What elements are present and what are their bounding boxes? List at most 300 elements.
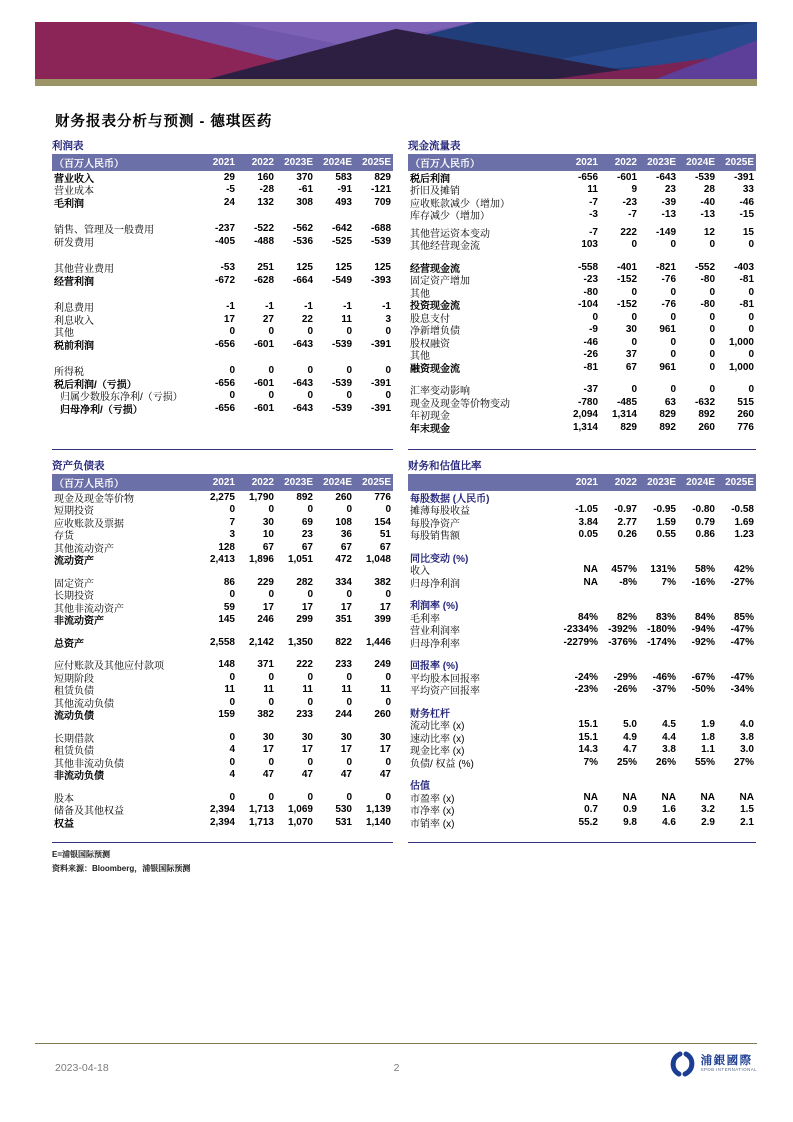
- row-label: 收入: [410, 566, 430, 578]
- cell-value: -67%: [691, 671, 715, 683]
- row-label: 投资现金流: [410, 301, 460, 313]
- cell-value: 30: [625, 324, 637, 336]
- cell-value: -525: [331, 235, 352, 247]
- cell-value: 0: [307, 326, 313, 338]
- cell-value: NA: [661, 791, 676, 803]
- row-label: 其他营业费用: [54, 264, 114, 276]
- row-label: 非流动资产: [54, 616, 104, 628]
- cell-value: 0: [346, 589, 352, 601]
- cell-value: 0.26: [617, 529, 637, 541]
- row-label: 其他经营现金流: [410, 241, 480, 253]
- cell-value: 0: [670, 286, 676, 298]
- cell-value: 4.7: [623, 744, 637, 756]
- cell-value: -23: [583, 274, 598, 286]
- cell-value: 4.5: [662, 719, 676, 731]
- cell-value: 0: [748, 239, 754, 251]
- cell-value: 83%: [655, 611, 676, 623]
- cell-value: 103: [581, 239, 598, 251]
- cell-value: -26: [583, 349, 598, 361]
- cell-value: -149: [655, 226, 676, 238]
- cell-value: 0: [709, 239, 715, 251]
- row-label: 税前利润: [54, 340, 94, 352]
- row-label: 负债/ 权益 (%): [410, 758, 474, 770]
- cell-value: -656: [214, 338, 235, 350]
- cell-value: 2,142: [248, 636, 274, 648]
- cell-value: -2334%: [563, 624, 598, 636]
- row-label: 毛利润: [54, 198, 84, 210]
- row-label: 长期投资: [54, 591, 94, 603]
- row-label: 其他流动资产: [54, 543, 114, 555]
- table-body: [408, 474, 756, 829]
- cell-value: -1: [343, 301, 352, 313]
- cell-value: 7%: [583, 756, 598, 768]
- cell-value: -7: [628, 209, 637, 221]
- cell-value: 2,394: [209, 804, 235, 816]
- cell-value: -552: [694, 261, 715, 273]
- cell-value: -539: [331, 377, 352, 389]
- cell-value: 0: [307, 756, 313, 768]
- cell-value: 0: [670, 239, 676, 251]
- table-row: [408, 421, 756, 434]
- cell-value: 148: [218, 659, 235, 671]
- cell-value: -28: [259, 184, 274, 196]
- cell-value: 11: [224, 684, 235, 696]
- cell-value: -401: [616, 261, 637, 273]
- row-label: 营业收入: [54, 173, 94, 185]
- cell-value: 86: [223, 576, 235, 588]
- cell-value: -47%: [730, 671, 754, 683]
- cell-value: 0: [268, 696, 274, 708]
- cell-value: -643: [655, 171, 676, 183]
- table-row: [52, 614, 393, 627]
- cell-value: 0.86: [695, 529, 715, 541]
- cell-value: 246: [257, 614, 274, 626]
- row-label: 财务杠杆: [410, 708, 450, 720]
- cell-value: -643: [292, 402, 313, 414]
- row-label: 年初现金: [410, 411, 450, 423]
- cell-value: 1,314: [611, 409, 637, 421]
- cell-value: -46: [583, 336, 598, 348]
- table-bottom-rule: [408, 449, 756, 450]
- cell-value: 0: [748, 349, 754, 361]
- cell-value: 472: [335, 554, 352, 566]
- cell-value: 1,713: [248, 804, 274, 816]
- row-label: 非流动负债: [54, 771, 104, 783]
- row-label: 现金及现金等价物变动: [410, 398, 510, 410]
- cell-value: 69: [301, 516, 313, 528]
- row-label: 毛利率: [410, 613, 440, 625]
- cell-value: 55.2: [578, 816, 598, 828]
- spdb-logo-cn: 浦銀國際: [700, 1055, 753, 1068]
- cell-value: -0.58: [731, 504, 754, 516]
- cell-value: -392%: [608, 624, 637, 636]
- cell-value: 0: [268, 791, 274, 803]
- cell-value: 67: [340, 541, 352, 553]
- row-label: 营业成本: [54, 186, 94, 198]
- cell-value: 0: [631, 239, 637, 251]
- table-row: [52, 235, 393, 248]
- cell-value: 0: [709, 286, 715, 298]
- cell-value: 1,139: [365, 804, 391, 816]
- cell-value: 17: [301, 744, 313, 756]
- cell-value: 17: [262, 601, 274, 613]
- cell-value: 15: [742, 226, 754, 238]
- cell-value: 0: [670, 349, 676, 361]
- cell-value: 530: [335, 804, 352, 816]
- column-header: 2023E: [284, 477, 313, 488]
- cell-value: 1,051: [287, 554, 313, 566]
- cell-value: 334: [335, 576, 352, 588]
- cell-value: -643: [292, 338, 313, 350]
- cell-value: 58%: [694, 564, 715, 576]
- table-row: [408, 684, 756, 697]
- cell-value: -29%: [613, 671, 637, 683]
- cell-value: 17: [379, 601, 391, 613]
- cell-value: 84%: [577, 611, 598, 623]
- cell-value: 42%: [733, 564, 754, 576]
- cell-value: -8%: [619, 576, 637, 588]
- cell-value: 1.6: [662, 804, 676, 816]
- cell-value: -539: [331, 402, 352, 414]
- row-label: 归母净利/（亏损）: [60, 404, 143, 416]
- cell-value: 0: [229, 365, 235, 377]
- cell-value: -488: [253, 235, 274, 247]
- table-title: 现金流量表: [408, 140, 461, 152]
- cell-value: 27: [262, 313, 274, 325]
- table-row: [52, 816, 393, 829]
- footer-rule: [35, 1043, 757, 1044]
- row-label: 速动比率 (x): [410, 733, 465, 745]
- cell-value: NA: [622, 791, 637, 803]
- cell-value: 0: [229, 390, 235, 402]
- cell-value: 14.3: [578, 744, 598, 756]
- cell-value: 382: [374, 576, 391, 588]
- cell-value: -2279%: [563, 636, 598, 648]
- cell-value: 85%: [733, 611, 754, 623]
- cell-value: 351: [335, 614, 352, 626]
- cell-value: 1.1: [701, 744, 715, 756]
- cell-value: -104: [577, 299, 598, 311]
- row-label: 每股净资产: [410, 518, 460, 530]
- cell-value: 229: [257, 576, 274, 588]
- cell-value: 0: [268, 504, 274, 516]
- income-statement-table: [52, 140, 393, 450]
- cell-value: -46%: [652, 671, 676, 683]
- cell-value: 251: [257, 262, 274, 274]
- cell-value: 1.23: [734, 529, 754, 541]
- cell-value: 515: [737, 396, 754, 408]
- cell-value: -601: [253, 402, 274, 414]
- table-row: [52, 769, 393, 782]
- cell-value: -81: [583, 361, 598, 373]
- cell-value: -656: [577, 171, 598, 183]
- cell-value: 0: [631, 384, 637, 396]
- cell-value: 0: [631, 336, 637, 348]
- row-label: 应付账款及其他应付款项: [54, 661, 164, 673]
- row-label: 汇率变动影响: [410, 386, 470, 398]
- cell-value: -5: [226, 184, 235, 196]
- cell-value: 0: [307, 696, 313, 708]
- cell-value: 47: [262, 769, 274, 781]
- row-label: 经营利润: [54, 276, 94, 288]
- row-label: 其他: [410, 351, 430, 363]
- cell-value: 0: [670, 384, 676, 396]
- row-label: 归母净利率: [410, 638, 460, 650]
- cell-value: 3.84: [578, 516, 598, 528]
- cell-value: 3.2: [701, 804, 715, 816]
- cell-value: 1,314: [572, 421, 598, 433]
- cell-value: -656: [214, 402, 235, 414]
- column-header: 2023E: [647, 477, 676, 488]
- cell-value: 0: [346, 326, 352, 338]
- cell-value: 0: [385, 504, 391, 516]
- column-header: 2021: [575, 157, 598, 168]
- cell-value: 2,558: [209, 636, 235, 648]
- cell-value: 59: [223, 601, 235, 613]
- cell-value: 22: [301, 313, 313, 325]
- cell-value: -1.05: [575, 504, 598, 516]
- row-label: 年末现金: [410, 423, 450, 435]
- unit-label: （百万人民币）: [410, 159, 480, 170]
- cell-value: 1,000: [728, 361, 754, 373]
- cell-value: 4: [229, 744, 235, 756]
- cell-value: -80: [700, 274, 715, 286]
- spdb-logo-sub: SPDB INTERNATIONAL: [700, 1066, 757, 1072]
- cell-value: 47: [379, 769, 391, 781]
- cell-value: 399: [374, 614, 391, 626]
- table-bottom-rule: [52, 449, 393, 450]
- table-header-row: [408, 474, 756, 491]
- row-label: 估值: [410, 781, 430, 793]
- cell-value: 2,094: [572, 409, 598, 421]
- table-row: [52, 402, 393, 415]
- cell-value: 0: [631, 311, 637, 323]
- cell-value: 0: [307, 791, 313, 803]
- cell-value: 15.1: [578, 719, 598, 731]
- cell-value: 0: [709, 311, 715, 323]
- cell-value: 1.8: [701, 731, 715, 743]
- column-header: 2024E: [686, 477, 715, 488]
- row-label: 利息费用: [54, 303, 94, 315]
- cell-value: 0: [229, 791, 235, 803]
- cell-value: 37: [625, 349, 637, 361]
- cell-value: 282: [296, 576, 313, 588]
- column-header: 2025E: [725, 477, 754, 488]
- cell-value: 3: [229, 529, 235, 541]
- row-label: 平均股本回报率: [410, 673, 480, 685]
- cell-value: 0.7: [584, 804, 598, 816]
- row-label: 应收账款及票据: [54, 518, 124, 530]
- cell-value: 370: [296, 171, 313, 183]
- cell-value: -391: [370, 377, 391, 389]
- cell-value: 1,350: [287, 636, 313, 648]
- cell-value: 3: [385, 313, 391, 325]
- cell-value: -601: [253, 338, 274, 350]
- cell-value: 892: [296, 491, 313, 503]
- cell-value: NA: [700, 791, 715, 803]
- cell-value: 3.8: [740, 731, 754, 743]
- cell-value: -405: [214, 235, 235, 247]
- cell-value: -180%: [647, 624, 676, 636]
- cell-value: 0: [229, 589, 235, 601]
- row-label: 流动负债: [54, 711, 94, 723]
- spdb-logo-icon: [667, 1050, 697, 1078]
- cell-value: 0: [346, 791, 352, 803]
- table-row: [52, 709, 393, 722]
- cell-value: 63: [664, 396, 676, 408]
- table-row: [408, 239, 756, 252]
- row-label: 租赁负债: [54, 746, 94, 758]
- cell-value: -121: [370, 184, 391, 196]
- row-label: 市销率 (x): [410, 818, 455, 830]
- column-header: 2025E: [725, 157, 754, 168]
- cell-value: 1.69: [734, 516, 754, 528]
- cell-value: 30: [301, 731, 313, 743]
- cell-value: 30: [262, 731, 274, 743]
- row-label: 归母净利润: [410, 578, 460, 590]
- row-label: 固定资产: [54, 578, 94, 590]
- cell-value: 0: [268, 589, 274, 601]
- table-row: [408, 361, 756, 374]
- cell-value: 2.1: [740, 816, 754, 828]
- row-label: 回报率 (%): [410, 661, 459, 673]
- balance-sheet-table: [52, 460, 393, 843]
- cell-value: 30: [379, 731, 391, 743]
- row-label: 净新增负债: [410, 326, 460, 338]
- row-label: 市盈率 (x): [410, 793, 455, 805]
- cell-value: -237: [214, 223, 235, 235]
- column-header: 2024E: [686, 157, 715, 168]
- cell-value: 260: [737, 409, 754, 421]
- cell-value: 308: [296, 196, 313, 208]
- table-bottom-rule: [52, 842, 393, 843]
- cell-value: 0: [346, 671, 352, 683]
- cell-value: 2.77: [617, 516, 637, 528]
- cell-value: -642: [331, 223, 352, 235]
- row-label: 其他: [54, 328, 74, 340]
- cell-value: -632: [694, 396, 715, 408]
- table-row: [52, 196, 393, 209]
- cell-value: -27%: [730, 576, 754, 588]
- cell-value: -23%: [574, 684, 598, 696]
- cell-value: 17: [301, 601, 313, 613]
- table-row: [52, 338, 393, 351]
- cell-value: -61: [298, 184, 313, 196]
- cell-value: 29: [223, 171, 235, 183]
- row-label: 储备及其他权益: [54, 806, 124, 818]
- cell-value: 260: [698, 421, 715, 433]
- cell-value: 1,048: [365, 554, 391, 566]
- cell-value: 0: [631, 286, 637, 298]
- cell-value: 11: [341, 313, 352, 325]
- cell-value: 0: [709, 384, 715, 396]
- cell-value: 0: [385, 671, 391, 683]
- cell-value: 33: [742, 184, 754, 196]
- column-header: 2023E: [284, 157, 313, 168]
- cell-value: 1.9: [701, 719, 715, 731]
- cell-value: 11: [380, 684, 391, 696]
- cell-value: 125: [296, 262, 313, 274]
- cell-value: -656: [214, 377, 235, 389]
- row-label: 股息支付: [410, 313, 450, 325]
- cell-value: 1,000: [728, 336, 754, 348]
- cell-value: 84%: [694, 611, 715, 623]
- cell-value: 5.0: [623, 719, 637, 731]
- cell-value: 0: [268, 365, 274, 377]
- cell-value: -80: [583, 286, 598, 298]
- row-label: 市净率 (x): [410, 806, 455, 818]
- cell-value: 0: [346, 696, 352, 708]
- cell-value: 1,790: [248, 491, 274, 503]
- cell-value: 28: [703, 184, 715, 196]
- cell-value: 0: [385, 696, 391, 708]
- column-header: 2022: [251, 157, 274, 168]
- cell-value: NA: [739, 791, 754, 803]
- cell-value: 131%: [650, 564, 676, 576]
- cell-value: 0: [229, 731, 235, 743]
- cell-value: 0: [346, 390, 352, 402]
- cell-value: 125: [335, 262, 352, 274]
- cell-value: 0: [229, 504, 235, 516]
- cell-value: -13: [700, 209, 715, 221]
- cell-value: 0: [592, 311, 598, 323]
- row-label: 每股数据 (人民币): [410, 493, 490, 505]
- cell-value: 154: [374, 516, 391, 528]
- row-label: 所得税: [54, 367, 84, 379]
- cell-value: 23: [301, 529, 313, 541]
- cell-value: 0: [709, 349, 715, 361]
- cell-value: 1.5: [740, 804, 754, 816]
- cell-value: 128: [218, 541, 235, 553]
- cell-value: 7: [229, 516, 235, 528]
- cell-value: 3.0: [740, 744, 754, 756]
- cell-value: -688: [370, 223, 391, 235]
- row-label: 折旧及摊销: [410, 186, 460, 198]
- cell-value: -152: [616, 274, 637, 286]
- cell-value: 0: [268, 756, 274, 768]
- row-label: 其他营运资本变动: [410, 228, 490, 240]
- cell-value: 0: [748, 311, 754, 323]
- table-row: [408, 756, 756, 769]
- cell-value: 244: [335, 709, 352, 721]
- cell-value: 1,140: [365, 816, 391, 828]
- cell-value: 233: [335, 659, 352, 671]
- cell-value: 0: [670, 311, 676, 323]
- cell-value: -485: [616, 396, 637, 408]
- cell-value: 260: [374, 709, 391, 721]
- cell-value: 30: [340, 731, 352, 743]
- cell-value: 27%: [733, 756, 754, 768]
- cell-value: -0.80: [692, 504, 715, 516]
- cell-value: 0: [709, 324, 715, 336]
- footnote-source: 资料来源：Bloomberg，浦银国际预测: [52, 864, 191, 873]
- footer-date: 2023-04-18: [55, 1062, 109, 1074]
- cell-value: 0.05: [578, 529, 598, 541]
- row-label: 税后利润: [410, 173, 450, 185]
- cell-value: -53: [220, 262, 235, 274]
- cell-value: 4.9: [623, 731, 637, 743]
- cell-value: -0.95: [653, 504, 676, 516]
- cell-value: -628: [253, 274, 274, 286]
- page-title: 财务报表分析与预测 - 德琪医药: [55, 114, 273, 130]
- cell-value: -92%: [691, 636, 715, 648]
- cell-value: 3.8: [662, 744, 676, 756]
- cell-value: 9.8: [623, 816, 637, 828]
- column-header: 2021: [212, 157, 235, 168]
- cell-value: -40: [700, 196, 715, 208]
- table-header-row: [52, 474, 393, 491]
- cell-value: -1: [304, 301, 313, 313]
